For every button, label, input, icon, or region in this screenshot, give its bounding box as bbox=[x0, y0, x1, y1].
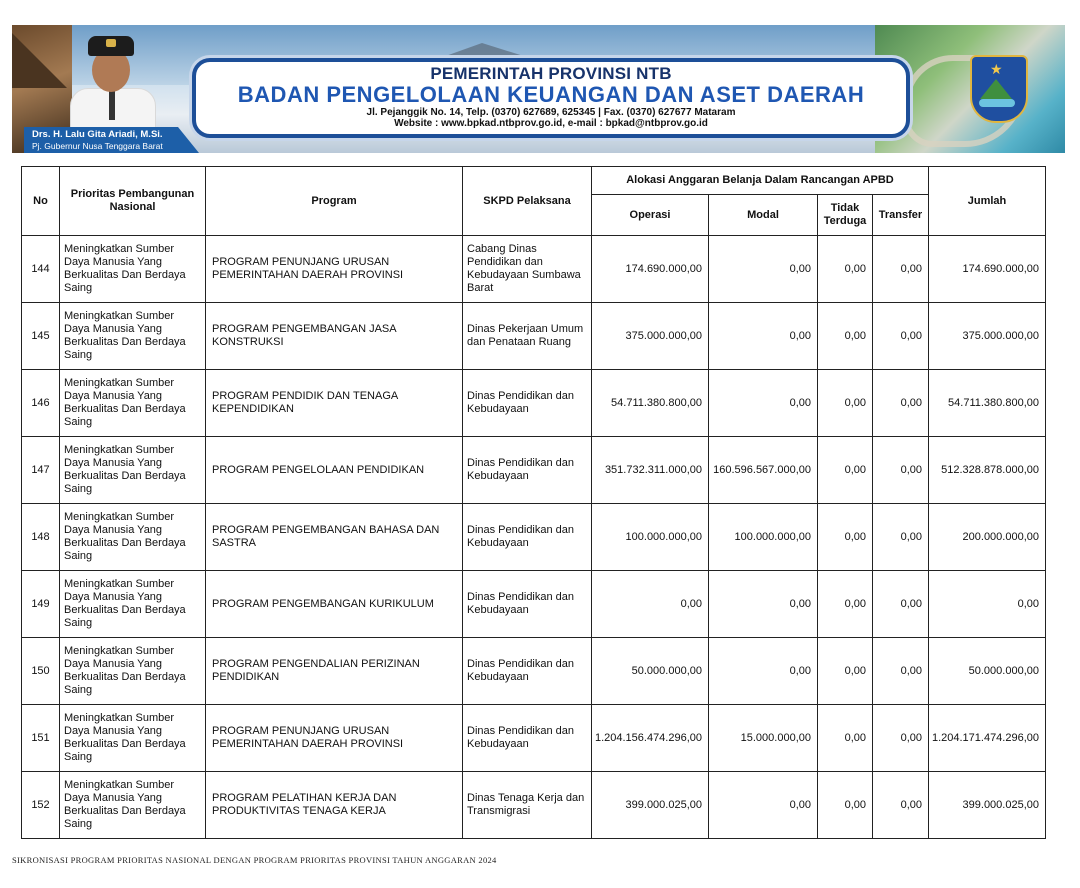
header-no: No bbox=[22, 167, 60, 236]
cell-skpd: Dinas Tenaga Kerja dan Transmigrasi bbox=[463, 772, 592, 839]
table-row bbox=[22, 504, 1046, 571]
cell-no: 149 bbox=[22, 571, 60, 638]
cell-program: PROGRAM PENGELOLAAN PENDIDIKAN bbox=[206, 437, 463, 504]
header-banner bbox=[12, 25, 1065, 153]
cell-tidak-terduga: 0,00 bbox=[818, 571, 873, 638]
cell-prioritas: Meningkatkan Sumber Daya Manusia Yang Berkualitas Dan Berdaya Saing bbox=[60, 303, 206, 370]
cell-transfer: 0,00 bbox=[873, 504, 929, 571]
governor-name: Drs. H. Lalu Gita Ariadi, M.Si. bbox=[32, 129, 163, 140]
cell-program: PROGRAM PENGEMBANGAN BAHASA DAN SASTRA bbox=[206, 504, 463, 571]
governor-photo bbox=[64, 30, 159, 125]
cell-program: PROGRAM PENGENDALIAN PERIZINAN PENDIDIKAN bbox=[206, 638, 463, 705]
cell-prioritas: Meningkatkan Sumber Daya Manusia Yang Berkualitas Dan Berdaya Saing bbox=[60, 370, 206, 437]
cell-transfer: 0,00 bbox=[873, 437, 929, 504]
document-footer: SIKRONISASI PROGRAM PRIORITAS NASIONAL DENGAN PROGRAM PRIORITAS PROVINSI TAHUN ANGGARAN 2024 bbox=[12, 855, 497, 865]
cell-skpd: Dinas Pendidikan dan Kebudayaan bbox=[463, 638, 592, 705]
header-skpd: SKPD Pelaksana bbox=[463, 167, 592, 236]
cell-prioritas: Meningkatkan Sumber Daya Manusia Yang Berkualitas Dan Berdaya Saing bbox=[60, 437, 206, 504]
cell-jumlah: 174.690.000,00 bbox=[929, 236, 1046, 303]
cell-tidak-terduga: 0,00 bbox=[818, 437, 873, 504]
cell-operasi: 100.000.000,00 bbox=[592, 504, 709, 571]
table-row bbox=[22, 638, 1046, 705]
cell-operasi: 1.204.156.474.296,00 bbox=[592, 705, 709, 772]
ntb-emblem-icon: ★ bbox=[970, 55, 1024, 121]
cell-modal: 0,00 bbox=[709, 236, 818, 303]
cell-tidak-terduga: 0,00 bbox=[818, 504, 873, 571]
cell-jumlah: 512.328.878.000,00 bbox=[929, 437, 1046, 504]
agency-address: Jl. Pejanggik No. 14, Telp. (0370) 627689, 625345 | Fax. (0370) 627677 Mataram bbox=[366, 107, 736, 118]
cell-tidak-terduga: 0,00 bbox=[818, 303, 873, 370]
cell-modal: 160.596.567.000,00 bbox=[709, 437, 818, 504]
header-tidak-terduga: Tidak Terduga bbox=[818, 195, 873, 236]
cell-no: 145 bbox=[22, 303, 60, 370]
table-row bbox=[22, 705, 1046, 772]
cell-jumlah: 200.000.000,00 bbox=[929, 504, 1046, 571]
cell-jumlah: 1.204.171.474.296,00 bbox=[929, 705, 1046, 772]
cell-modal: 0,00 bbox=[709, 772, 818, 839]
cell-program: PROGRAM PENUNJANG URUSAN PEMERINTAHAN DAERAH PROVINSI bbox=[206, 236, 463, 303]
cell-no: 150 bbox=[22, 638, 60, 705]
table-row bbox=[22, 303, 1046, 370]
header-transfer: Transfer bbox=[873, 195, 929, 236]
cell-transfer: 0,00 bbox=[873, 571, 929, 638]
agency-title-box bbox=[192, 58, 910, 138]
cell-skpd: Dinas Pendidikan dan Kebudayaan bbox=[463, 370, 592, 437]
cell-program: PROGRAM PENGEMBANGAN JASA KONSTRUKSI bbox=[206, 303, 463, 370]
cell-program: PROGRAM PENUNJANG URUSAN PEMERINTAHAN DAERAH PROVINSI bbox=[206, 705, 463, 772]
cell-skpd: Dinas Pendidikan dan Kebudayaan bbox=[463, 571, 592, 638]
table-row bbox=[22, 437, 1046, 504]
cell-transfer: 0,00 bbox=[873, 370, 929, 437]
cell-no: 151 bbox=[22, 705, 60, 772]
cell-prioritas: Meningkatkan Sumber Daya Manusia Yang Berkualitas Dan Berdaya Saing bbox=[60, 236, 206, 303]
cell-skpd: Cabang Dinas Pendidikan dan Kebudayaan Sumbawa Barat bbox=[463, 236, 592, 303]
header-modal: Modal bbox=[709, 195, 818, 236]
agency-name: BADAN PENGELOLAAN KEUANGAN DAN ASET DAERAH bbox=[237, 82, 865, 107]
header-prioritas: Prioritas Pembangunan Nasional bbox=[60, 167, 206, 236]
cell-program: PROGRAM PENGEMBANGAN KURIKULUM bbox=[206, 571, 463, 638]
header-operasi: Operasi bbox=[592, 195, 709, 236]
cell-no: 152 bbox=[22, 772, 60, 839]
cell-operasi: 174.690.000,00 bbox=[592, 236, 709, 303]
cell-tidak-terduga: 0,00 bbox=[818, 772, 873, 839]
cell-operasi: 375.000.000,00 bbox=[592, 303, 709, 370]
cell-operasi: 351.732.311.000,00 bbox=[592, 437, 709, 504]
government-name: PEMERINTAH PROVINSI NTB bbox=[430, 64, 672, 83]
cell-prioritas: Meningkatkan Sumber Daya Manusia Yang Berkualitas Dan Berdaya Saing bbox=[60, 705, 206, 772]
cell-no: 144 bbox=[22, 236, 60, 303]
cell-transfer: 0,00 bbox=[873, 705, 929, 772]
table-row bbox=[22, 772, 1046, 839]
cell-operasi: 399.000.025,00 bbox=[592, 772, 709, 839]
cell-tidak-terduga: 0,00 bbox=[818, 236, 873, 303]
cell-skpd: Dinas Pekerjaan Umum dan Penataan Ruang bbox=[463, 303, 592, 370]
agency-website: Website : www.bpkad.ntbprov.go.id, e-mail : bpkad@ntbprov.go.id bbox=[394, 118, 708, 129]
cell-jumlah: 375.000.000,00 bbox=[929, 303, 1046, 370]
cell-prioritas: Meningkatkan Sumber Daya Manusia Yang Berkualitas Dan Berdaya Saing bbox=[60, 638, 206, 705]
cell-modal: 0,00 bbox=[709, 370, 818, 437]
house-roof-illustration bbox=[12, 33, 67, 88]
cell-tidak-terduga: 0,00 bbox=[818, 370, 873, 437]
cell-prioritas: Meningkatkan Sumber Daya Manusia Yang Berkualitas Dan Berdaya Saing bbox=[60, 772, 206, 839]
cell-transfer: 0,00 bbox=[873, 772, 929, 839]
cell-operasi: 0,00 bbox=[592, 571, 709, 638]
table-row bbox=[22, 370, 1046, 437]
header-program: Program bbox=[206, 167, 463, 236]
budget-table bbox=[21, 166, 1046, 839]
header-jumlah: Jumlah bbox=[929, 167, 1046, 236]
cell-tidak-terduga: 0,00 bbox=[818, 705, 873, 772]
cell-no: 146 bbox=[22, 370, 60, 437]
cell-program: PROGRAM PELATIHAN KERJA DAN PRODUKTIVITAS TENAGA KERJA bbox=[206, 772, 463, 839]
cell-modal: 0,00 bbox=[709, 571, 818, 638]
cell-no: 148 bbox=[22, 504, 60, 571]
cell-jumlah: 399.000.025,00 bbox=[929, 772, 1046, 839]
cell-transfer: 0,00 bbox=[873, 638, 929, 705]
cell-modal: 15.000.000,00 bbox=[709, 705, 818, 772]
governor-title: Pj. Gubernur Nusa Tenggara Barat bbox=[32, 141, 163, 151]
cell-operasi: 50.000.000,00 bbox=[592, 638, 709, 705]
cell-jumlah: 50.000.000,00 bbox=[929, 638, 1046, 705]
cell-operasi: 54.711.380.800,00 bbox=[592, 370, 709, 437]
table-row bbox=[22, 236, 1046, 303]
cell-jumlah: 54.711.380.800,00 bbox=[929, 370, 1046, 437]
cell-transfer: 0,00 bbox=[873, 303, 929, 370]
cell-modal: 0,00 bbox=[709, 303, 818, 370]
cell-skpd: Dinas Pendidikan dan Kebudayaan bbox=[463, 705, 592, 772]
cell-skpd: Dinas Pendidikan dan Kebudayaan bbox=[463, 504, 592, 571]
cell-tidak-terduga: 0,00 bbox=[818, 638, 873, 705]
cell-prioritas: Meningkatkan Sumber Daya Manusia Yang Berkualitas Dan Berdaya Saing bbox=[60, 504, 206, 571]
cell-program: PROGRAM PENDIDIK DAN TENAGA KEPENDIDIKAN bbox=[206, 370, 463, 437]
cell-modal: 0,00 bbox=[709, 638, 818, 705]
cell-transfer: 0,00 bbox=[873, 236, 929, 303]
cell-prioritas: Meningkatkan Sumber Daya Manusia Yang Berkualitas Dan Berdaya Saing bbox=[60, 571, 206, 638]
table-row bbox=[22, 571, 1046, 638]
cell-no: 147 bbox=[22, 437, 60, 504]
cell-skpd: Dinas Pendidikan dan Kebudayaan bbox=[463, 437, 592, 504]
cell-jumlah: 0,00 bbox=[929, 571, 1046, 638]
cell-modal: 100.000.000,00 bbox=[709, 504, 818, 571]
header-alokasi: Alokasi Anggaran Belanja Dalam Rancangan APBD bbox=[592, 167, 929, 195]
